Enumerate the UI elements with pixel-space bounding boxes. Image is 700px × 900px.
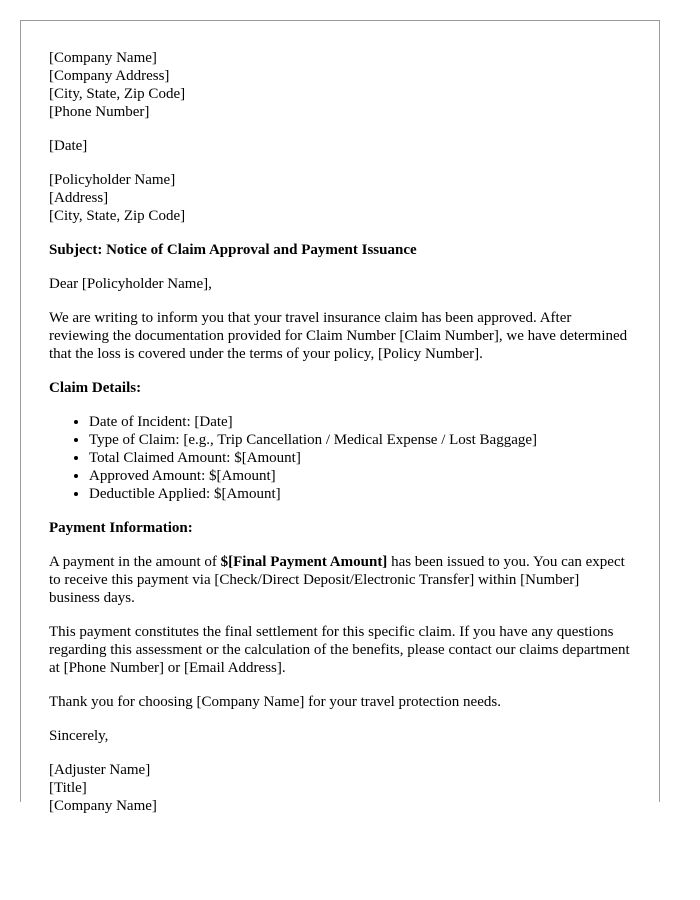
payment-para-suffix: has been issued to you. You can expect to receive this payment via [Check/Direct Deposit/Electronic Transfer] within [Number] business days. (49, 554, 625, 606)
claim-details-heading: Claim Details: (49, 380, 142, 396)
claim-detail-item: • Total Claimed Amount: $[Amount] (89, 449, 631, 467)
sender-phone: [Phone Number] (49, 104, 150, 120)
letter-content (21, 21, 659, 815)
recipient-city-state-zip: [City, State, Zip Code] (49, 208, 186, 224)
intro-paragraph: We are writing to inform you that your travel insurance claim has been approved. After reviewing the documentation provided for Claim Number [Claim Number], we have determined that the loss is covered under the terms of your policy, [Policy Number]. (49, 310, 628, 362)
claim-detail-item: • Deductible Applied: $[Amount] (89, 485, 631, 503)
sender-company-name: [Company Name] (49, 50, 157, 66)
recipient-name: [Policyholder Name] (49, 172, 176, 188)
adjuster-title: [Title] (49, 780, 87, 796)
claim-details-list (49, 413, 631, 503)
claim-detail-item: • Date of Incident: [Date] (89, 413, 631, 431)
thanks-paragraph: Thank you for choosing [Company Name] for your travel protection needs. (49, 694, 501, 710)
letter-page (20, 20, 660, 814)
payment-info-heading: Payment Information: (49, 520, 193, 536)
closing: Sincerely, (49, 728, 109, 744)
signature-company-name: [Company Name] (49, 798, 157, 814)
payment-para-prefix: A payment in the amount of (49, 554, 221, 570)
claim-detail-item: • Approved Amount: $[Amount] (89, 467, 631, 485)
sender-block (49, 49, 631, 121)
payment-paragraph (49, 553, 631, 607)
settlement-paragraph: This payment constitutes the final settlement for this specific claim. If you have any questions regarding this assessment or the calculation of the benefits, please contact our claims department at [Phone Number] or [Email Address]. (49, 624, 630, 676)
adjuster-name: [Adjuster Name] (49, 762, 151, 778)
letter-subject: Subject: Notice of Claim Approval and Payment Issuance (49, 242, 417, 258)
claim-detail-item: • Type of Claim: [e.g., Trip Cancellation / Medical Expense / Lost Baggage] (89, 431, 631, 449)
letter-date: [Date] (49, 138, 88, 154)
salutation: Dear [Policyholder Name], (49, 276, 212, 292)
recipient-block (49, 171, 631, 225)
final-payment-amount: $[Final Payment Amount] (220, 554, 388, 570)
sender-company-address: [Company Address] (49, 68, 170, 84)
sender-city-state-zip: [City, State, Zip Code] (49, 86, 186, 102)
recipient-address: [Address] (49, 190, 109, 206)
signature-block (49, 761, 631, 815)
